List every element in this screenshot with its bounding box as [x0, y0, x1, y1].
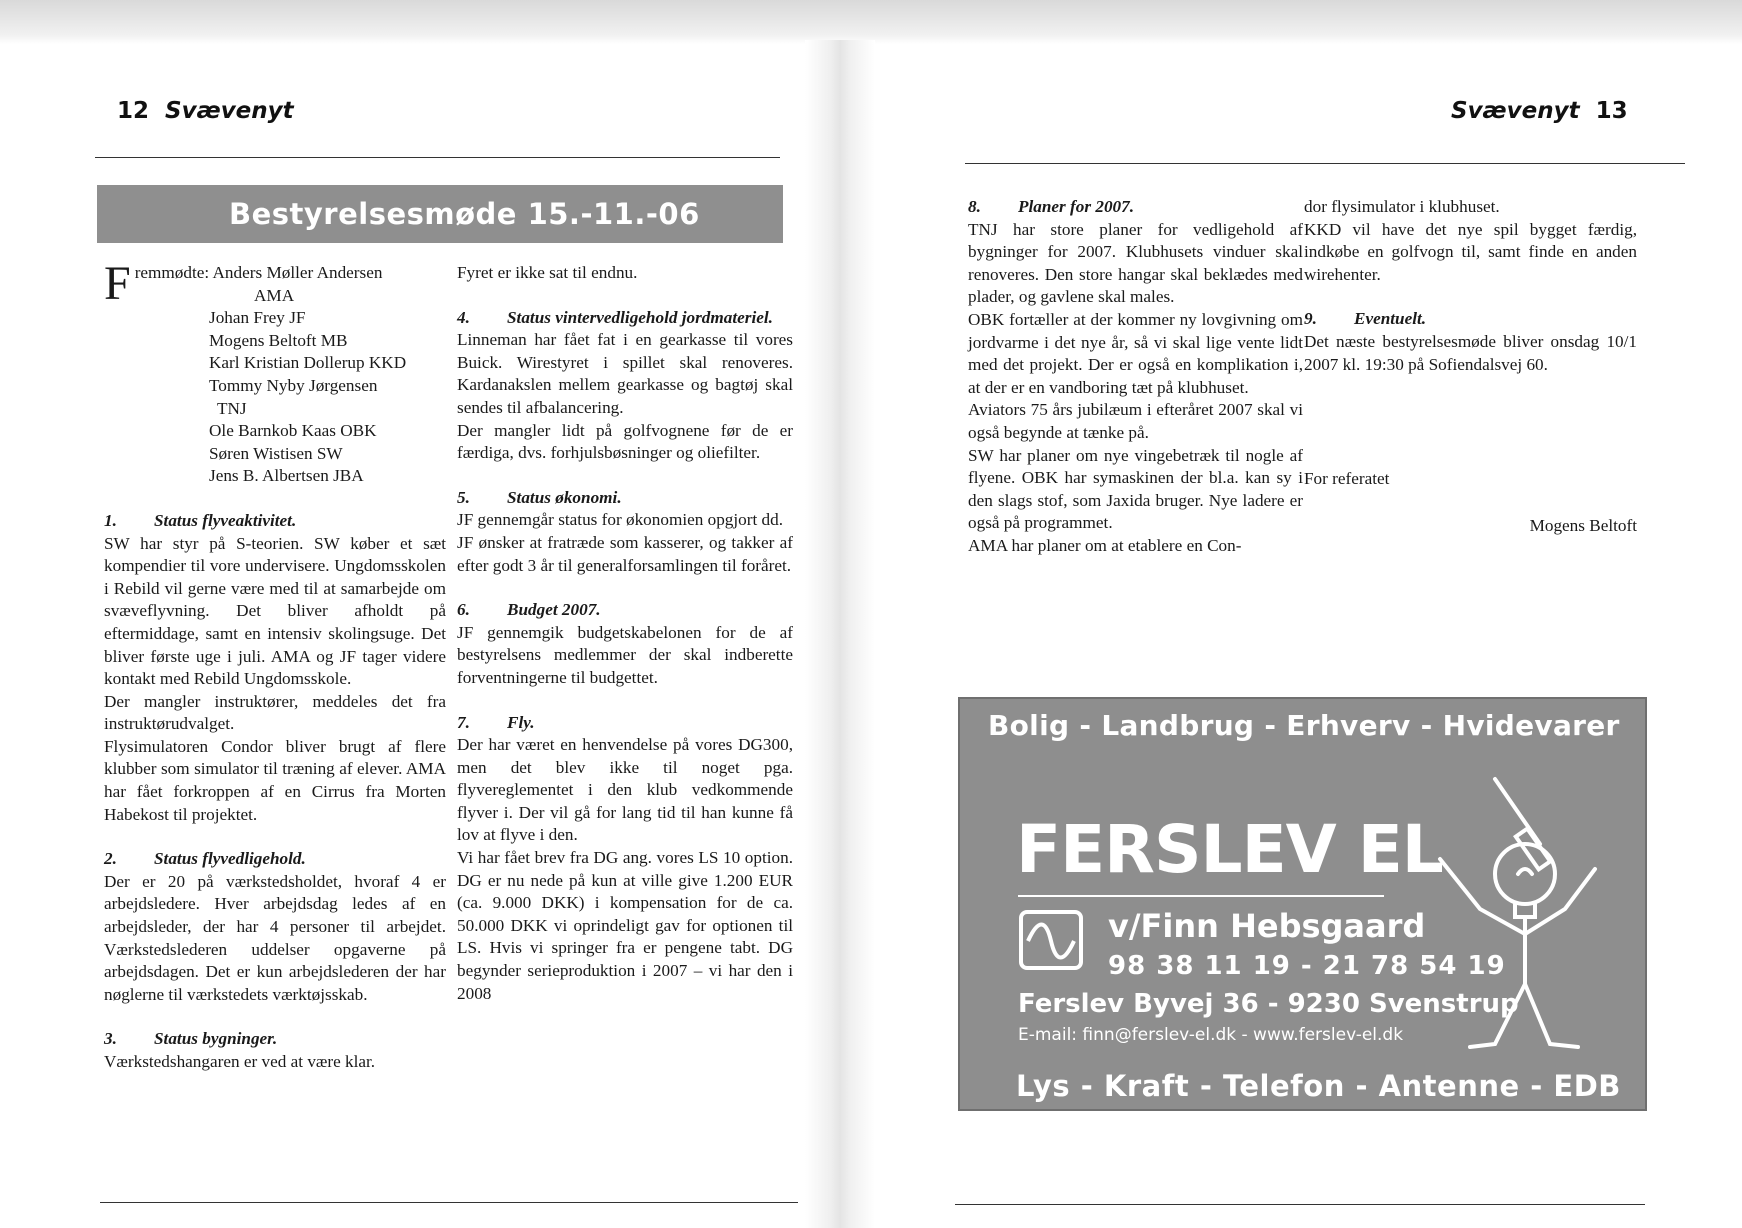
section-heading: 9. Eventuelt. [1304, 309, 1427, 329]
section-text: SW har styr på S-teorien. SW køber et sæt kompendier til vore undervisere. Ungdomsskolen i Rebild vil gerne være med til at samarbejde om svæveflyvning. Det bliver afholdt på eftermiddage, samt en intensiv skolingsuge. Det bliver første uge i juli. AMA og JF tager videre kontakt med Rebild Ungdomsskole. [104, 533, 446, 689]
section-heading: 1. Status flyveaktivitet. [104, 510, 297, 530]
ad-email-web: E-mail: finn@ferslev-el.dk - www.ferslev-el.dk [1018, 1025, 1404, 1045]
spacer [1304, 376, 1637, 468]
section-text: OBK fortæller at der kommer ny lovgivning om jordvarme i det nye år, så vi skal lige vente lidt med det projekt. Der er også en komplikation i, at der er en vandboring tæt på klubhuset. [968, 309, 1303, 397]
section-text: dor flysimulator i klubhuset. [1304, 197, 1500, 216]
page-number: 13 [1595, 98, 1628, 124]
section-text: Der er 20 på værkstedsholdet, hvoraf 4 er arbejdsledere. Hver arbejdsdag ledes af en arbejdsleder, der har 4 personer til arbejdet. Værkstedslederen uddelser opgaverne på arbejdsdagen. Det er kun arbejdslederen der har nøglerne til værkstedets værktøjsskab. [104, 871, 446, 1004]
attendance-block [104, 257, 446, 488]
attendee: Mogens Beltoft MB [209, 330, 348, 350]
section-text: AMA har planer om at etablere en Con- [968, 535, 1242, 555]
spacer [104, 488, 446, 510]
ad-company-name: FERSLEV EL [1016, 811, 1443, 888]
spacer [1304, 491, 1637, 515]
section-text: KKD vil have det nye spil bygget færdig, indkøbe en golfvogn til, samt finde en anden wirehenter. [1304, 219, 1637, 284]
spacer [104, 1006, 446, 1028]
section-text: Aviators 75 års jubilæum i efteråret 2007 skal vi også begynde at tænke på. [968, 400, 1303, 442]
ad-phone-numbers: 98 38 11 19 - 21 78 54 19 [1108, 951, 1506, 981]
ferslev-el-advertisement [958, 697, 1647, 1111]
spacer [104, 826, 446, 848]
magazine-title: Svævenyt [1451, 98, 1580, 124]
footer-rule [955, 1204, 1645, 1205]
section-text: Der mangler instruktører, meddeles det fra instruktørudvalget. [104, 691, 446, 734]
section-text: JF gennemgik budgetskabelonen for de af bestyrelsens medlemmer der skal indberette forventningerne til budgettet. [457, 622, 793, 687]
section-text: SW har planer om nye vingebetræk til nogle af flyene. OBK har symaskinen der bl.a. kan sy i den slags stof, som Jaxida bruger. Nye ladere er også på programmet. [968, 445, 1303, 533]
section-text: Der har været en henvendelse på vores DG300, men det blev ikke til noget pga. flyvereglementet i den klub vedkommende flyver i. Der vil gå for lang tid til han kunne få lov at flyve i den. [457, 735, 793, 845]
left-column-2 [457, 262, 793, 1005]
section-text: Vi har fået brev fra DG ang. vores LS 10 option. DG er nu nede på kun at ville give 1.200 EUR (ca. 9.000 DKK) i kompensation for de ca. 50.000 DKK vi oprindeligt gav for optionen til LS. Hvis vi springer fra er pengene tabt. DG begynder serieproduktion i 2007 – vi har den i 2008 [457, 848, 793, 1003]
ad-address: Ferslev Byvej 36 - 9230 Svenstrup [1018, 989, 1519, 1019]
ad-top-line: Bolig - Landbrug - Erhverv - Hvidevarer [988, 709, 1620, 742]
section-text: Flysimulatoren Condor bliver brugt af flere klubber som simulator til træning af elever. AMA har fået forkroppen af en Cirrus fra Morten Habekost til projektet. [104, 736, 446, 824]
page-spine [805, 40, 875, 1228]
ad-divider [1018, 895, 1384, 897]
spacer [457, 577, 793, 599]
attendee: Ole Barnkob Kaas OBK [209, 421, 377, 441]
section-text: Værkstedshangaren er ved at være klar. [104, 1052, 376, 1071]
section-text: JF gennemgår status for økonomien opgjort dd. [457, 510, 784, 530]
section-text: JF ønsker at fratræde som kasserer, og takker af efter godt 3 år til generalforsamlingen til foråret. [457, 532, 793, 575]
section-heading: 3. Status bygninger. [104, 1029, 278, 1049]
section-text: Det næste bestyrelsesmøde bliver onsdag 10/1 2007 kl. 19:30 på Sofiendalsvej 60. [1304, 331, 1637, 374]
attendance-label: remmødte: Anders Møller Andersen [134, 263, 383, 282]
section-text: TNJ har store planer for vedligehold af bygninger for 2007. Klubhusets vinduer skal renoveres. Den store hangar skal beklædes med plader, og gavlene skal males. [968, 219, 1303, 307]
header-rule [965, 163, 1685, 164]
section-heading: 5. Status økonomi. [457, 487, 622, 507]
left-column-1 [104, 257, 446, 1074]
section-heading: 6. Budget 2007. [457, 600, 601, 620]
left-page-header [117, 98, 294, 124]
sine-wave-logo-icon [1018, 909, 1084, 971]
spacer [457, 690, 793, 712]
attendee: Johan Frey JF [209, 308, 306, 328]
section-text: Der mangler lidt på golfvognene før de er færdiga, dvs. forhjulsbøsninger og oliefilter. [457, 420, 793, 463]
spacer [457, 465, 793, 487]
attendee: Tommy Nyby Jørgensen [209, 375, 378, 395]
right-column-1 [968, 196, 1303, 558]
section-heading: 8. Planer for 2007. [968, 197, 1135, 216]
attendance-initials: AMA [254, 285, 295, 305]
header-rule [95, 157, 780, 158]
section-text: Linneman har fået fat i en gearkasse til vores Buick. Wirestyret i spillet skal renoveres. Kardanakslen mellem gearkasse og bagtøj skal sendes til afbalancering. [457, 330, 793, 417]
attendee-initials: TNJ [217, 398, 247, 418]
attendee: Jens B. Albertsen JBA [209, 466, 364, 486]
section-heading: 4. Status vintervedligehold jordmateriel. [457, 307, 773, 327]
page-number: 12 [117, 98, 150, 124]
attendee: Karl Kristian Dollerup KKD [209, 353, 407, 373]
attendance-list [104, 307, 446, 488]
ad-bottom-line: Lys - Kraft - Telefon - Antenne - EDB [1016, 1069, 1621, 1103]
right-page-header [1451, 98, 1628, 124]
magazine-title: Svævenyt [165, 98, 294, 124]
section-heading: 7. Fly. [457, 712, 535, 732]
section-text: Fyret er ikke sat til endnu. [457, 263, 638, 282]
left-page [0, 0, 805, 1228]
attendee: Søren Wistisen SW [209, 443, 343, 463]
section-heading: 2. Status flyvedligehold. [104, 849, 306, 869]
signature: Mogens Beltoft [1529, 515, 1637, 535]
closing-text: For referatet [1304, 469, 1390, 489]
right-column-2 [1304, 196, 1637, 537]
ad-contact-person: v/Finn Hebsgaard [1108, 907, 1426, 945]
article-title-banner: Bestyrelsesmøde 15.-11.-06 [97, 185, 783, 243]
lightbulb-mascot-icon [1400, 759, 1630, 1059]
footer-rule [100, 1202, 798, 1203]
spacer [457, 285, 793, 307]
spacer [1304, 286, 1637, 308]
dropcap: F [104, 257, 131, 310]
